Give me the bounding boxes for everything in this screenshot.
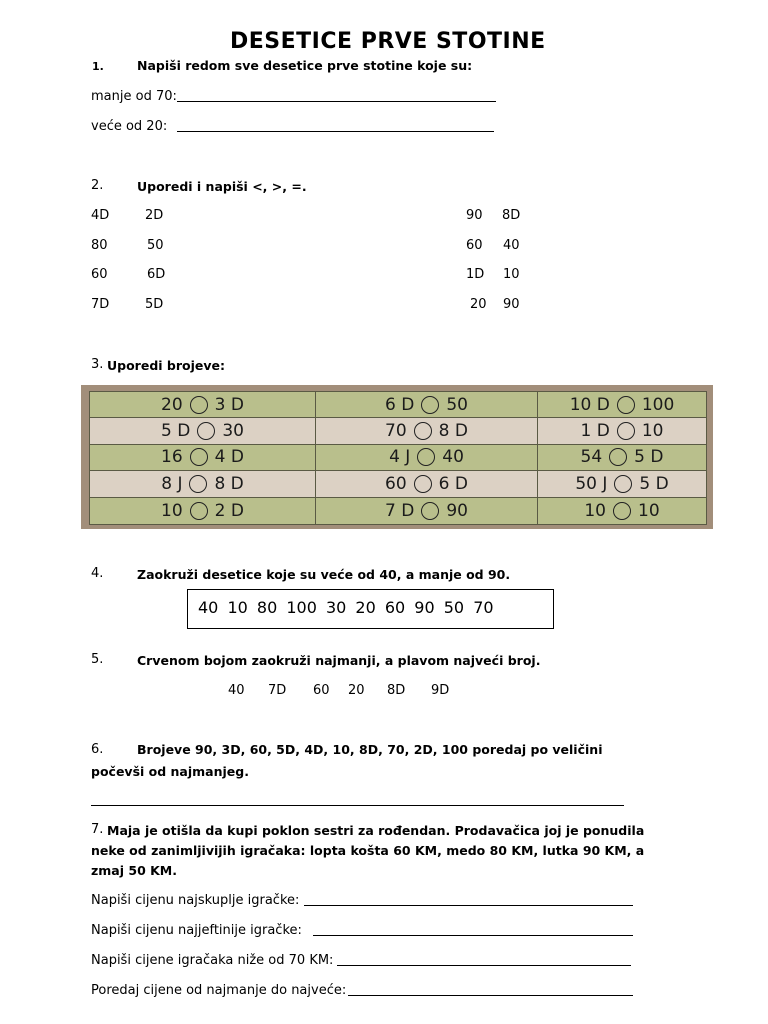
table-row: [90, 392, 706, 418]
table-cell: [90, 498, 316, 524]
cell-left-value: 1 D: [580, 421, 610, 442]
q2-text: Uporedi i napiši <, >, =.: [137, 179, 307, 194]
q1-answer-line-2[interactable]: [177, 131, 494, 132]
cell-right-value: 8 D: [214, 473, 244, 494]
q2-left-4b: 5D: [145, 297, 164, 312]
q7-answer-line-2[interactable]: [313, 935, 633, 936]
q2-right-3a: 1D: [466, 267, 485, 282]
q7-text-line-1: Maja je otišla da kupi poklon sestri za rođendan. Prodavačica joj je ponudila: [107, 823, 645, 838]
cell-right-value: 5 D: [639, 473, 669, 494]
table-cell: [90, 471, 316, 496]
table-cell: [538, 498, 706, 524]
page-title: DESETICE PRVE STOTINE: [230, 29, 546, 54]
compare-circle[interactable]: [613, 502, 631, 520]
compare-circle[interactable]: [414, 475, 432, 493]
q2-right-4a: 20: [470, 297, 487, 312]
cell-right-value: 8 D: [438, 421, 468, 442]
q2-left-3a: 60: [91, 267, 108, 282]
q7-label-cheapest: Napiši cijenu najjeftinije igračke:: [91, 923, 302, 938]
compare-circle[interactable]: [414, 422, 432, 440]
table-row: [90, 498, 706, 524]
cell-left-value: 10 D: [569, 394, 610, 415]
table-cell: [538, 471, 706, 496]
q5-value-1[interactable]: 40: [228, 683, 245, 698]
q1-label-greater-than-20: veće od 20:: [91, 119, 168, 134]
table-cell: [538, 392, 706, 417]
q2-right-1a: 90: [466, 208, 483, 223]
compare-circle[interactable]: [190, 502, 208, 520]
cell-left-value: 10: [161, 500, 183, 521]
q5-value-4[interactable]: 20: [348, 683, 365, 698]
table-cell: [316, 392, 538, 417]
table-row: [90, 471, 706, 497]
q5-text: Crvenom bojom zaokruži najmanji, a plavom najveći broj.: [137, 653, 541, 668]
compare-circle[interactable]: [617, 422, 635, 440]
cell-left-value: 54: [580, 447, 603, 468]
q4-number: 4.: [91, 566, 104, 581]
table-cell: [316, 418, 538, 443]
q2-right-3b: 10: [503, 267, 520, 282]
q6-answer-line[interactable]: [91, 805, 624, 806]
q1-answer-line-1[interactable]: [177, 101, 496, 102]
table-cell: [538, 445, 706, 470]
cell-left-value: 50 J: [575, 473, 608, 494]
q4-text: Zaokruži desetice koje su veće od 40, a manje od 90.: [137, 567, 511, 582]
q2-right-2a: 60: [466, 238, 483, 253]
table-cell: [316, 498, 538, 524]
q2-right-2b: 40: [503, 238, 520, 253]
compare-circle[interactable]: [421, 396, 439, 414]
cell-right-value: 30: [222, 421, 244, 442]
compare-circle[interactable]: [614, 475, 632, 493]
cell-right-value: 100: [641, 394, 675, 415]
cell-right-value: 6 D: [438, 473, 468, 494]
q7-text-line-3: zmaj 50 KM.: [91, 863, 177, 878]
q7-answer-line-3[interactable]: [337, 965, 631, 966]
cell-right-value: 4 D: [214, 447, 244, 468]
table-cell: [90, 418, 316, 443]
q2-left-1b: 2D: [145, 208, 164, 223]
cell-right-value: 5 D: [634, 447, 664, 468]
q6-text-line-2: počevši od najmanjeg.: [91, 764, 249, 779]
cell-left-value: 8 J: [161, 473, 183, 494]
q2-number: 2.: [91, 178, 104, 193]
cell-left-value: 20: [161, 394, 183, 415]
comparison-table-photo: [81, 385, 713, 529]
compare-circle[interactable]: [190, 396, 208, 414]
compare-circle[interactable]: [417, 448, 435, 466]
table-cell: [316, 471, 538, 496]
q1-label-less-than-70: manje od 70:: [91, 89, 177, 104]
cell-left-value: 7 D: [385, 500, 415, 521]
q7-text-line-2: neke od zanimljivijih igračaka: lopta košta 60 KM, medo 80 KM, lutka 90 KM, a: [91, 843, 645, 858]
table-cell: [90, 392, 316, 417]
cell-left-value: 4 J: [389, 447, 411, 468]
table-row: [90, 418, 706, 444]
table-cell: [90, 445, 316, 470]
table-row: [90, 445, 706, 471]
cell-left-value: 10: [584, 500, 606, 521]
cell-right-value: 2 D: [214, 500, 244, 521]
table-cell: [316, 445, 538, 470]
cell-right-value: 10: [641, 421, 664, 442]
q7-answer-line-4[interactable]: [348, 995, 633, 996]
cell-right-value: 90: [446, 500, 468, 521]
q2-left-2a: 80: [91, 238, 108, 253]
cell-right-value: 40: [442, 447, 464, 468]
q7-answer-line-1[interactable]: [304, 905, 633, 906]
q2-right-1b: 8D: [502, 208, 521, 223]
q1-number: 1.: [92, 60, 104, 73]
q6-number: 6.: [91, 742, 104, 757]
q7-label-sort-prices: Poredaj cijene od najmanje do najveće:: [91, 983, 347, 998]
cell-left-value: 70: [385, 421, 407, 442]
cell-left-value: 6 D: [385, 394, 415, 415]
q7-label-most-expensive: Napiši cijenu najskuplje igračke:: [91, 893, 300, 908]
cell-right-value: 3 D: [214, 394, 244, 415]
compare-circle[interactable]: [421, 502, 439, 520]
cell-left-value: 60: [385, 473, 407, 494]
q4-number-box: [187, 589, 554, 629]
compare-circle[interactable]: [197, 422, 215, 440]
cell-right-value: 50: [446, 394, 468, 415]
compare-circle[interactable]: [617, 396, 635, 414]
q5-value-6[interactable]: 9D: [431, 683, 450, 698]
table-cell: [538, 418, 706, 443]
q2-right-4b: 90: [503, 297, 520, 312]
q2-left-2b: 50: [147, 238, 164, 253]
q5-value-5[interactable]: 8D: [387, 683, 406, 698]
cell-left-value: 16: [161, 447, 183, 468]
cell-left-value: 5 D: [161, 421, 191, 442]
q2-left-1a: 4D: [91, 208, 110, 223]
q5-number: 5.: [91, 652, 104, 667]
q1-text: Napiši redom sve desetice prve stotine koje su:: [137, 58, 473, 73]
q7-number: 7.: [91, 822, 104, 837]
q6-text-line-1: Brojeve 90, 3D, 60, 5D, 4D, 10, 8D, 70, 2D, 100 poredaj po veličini: [137, 742, 603, 757]
cell-right-value: 10: [638, 500, 660, 521]
compare-circle[interactable]: [609, 448, 627, 466]
compare-circle[interactable]: [189, 475, 207, 493]
q3-number: 3.: [91, 357, 104, 372]
q5-value-3[interactable]: 60: [313, 683, 330, 698]
q2-left-4a: 7D: [91, 297, 110, 312]
comparison-table: [89, 391, 707, 525]
q5-value-2[interactable]: 7D: [268, 683, 287, 698]
q3-text: Uporedi brojeve:: [107, 358, 225, 373]
q2-left-3b: 6D: [147, 267, 166, 282]
compare-circle[interactable]: [190, 448, 208, 466]
q4-numbers[interactable]: 40 10 80 100 30 20 60 90 50 70: [198, 598, 494, 617]
q7-label-below-70: Napiši cijene igračaka niže od 70 KM:: [91, 953, 334, 968]
